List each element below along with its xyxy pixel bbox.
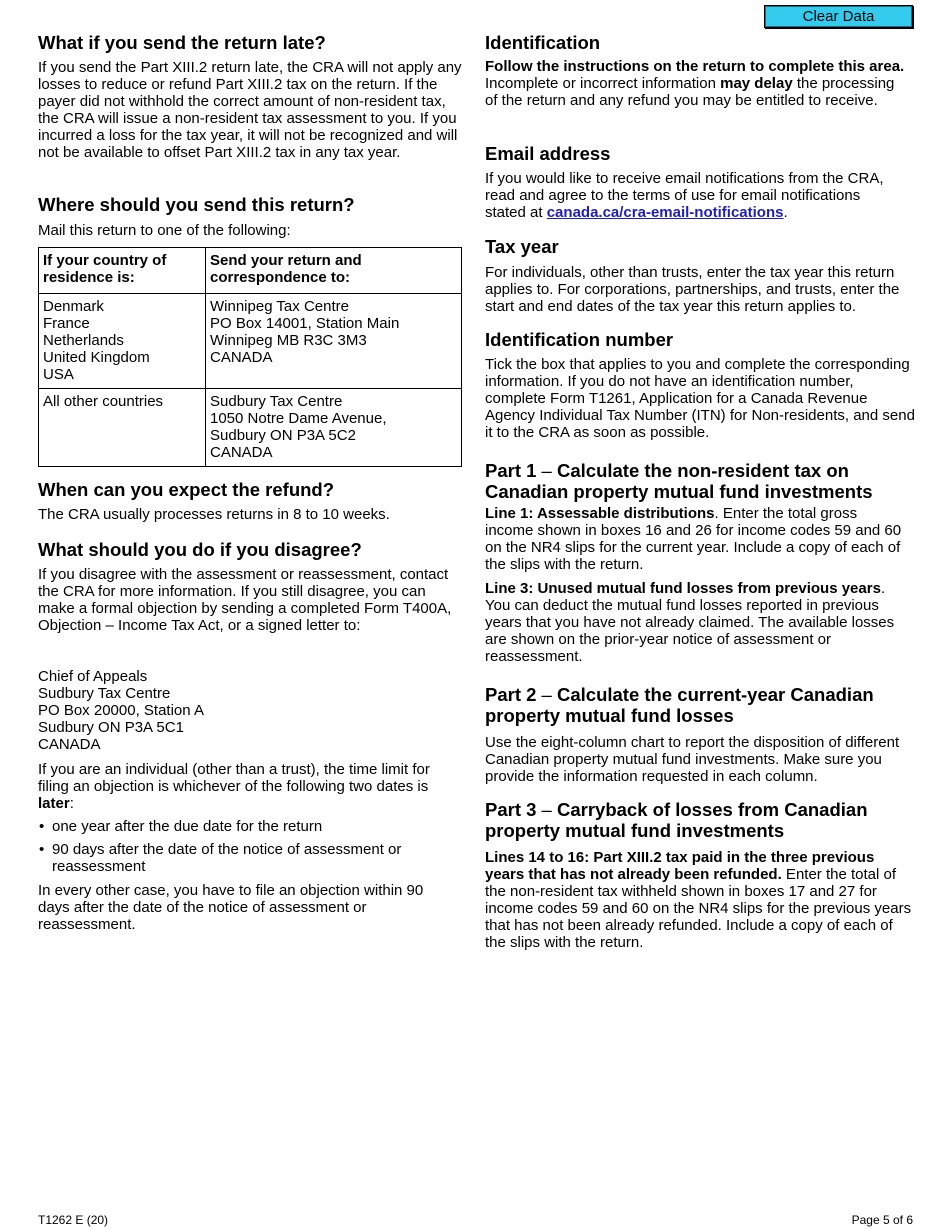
country-line: USA: [43, 366, 74, 383]
part2-label: Part 2: [485, 684, 537, 705]
country-line: Denmark: [43, 298, 104, 315]
address-line: CANADA: [38, 736, 101, 753]
page-number: Page 5 of 6: [851, 1213, 913, 1227]
address-line: Chief of Appeals: [38, 668, 148, 685]
line1-text: [485, 505, 905, 573]
part2-heading: [485, 684, 905, 726]
address-cell: [206, 389, 462, 467]
country-line: United Kingdom: [43, 349, 150, 366]
table-row: [39, 389, 462, 467]
refund-text: The CRA usually processes returns in 8 to 10 weeks.: [38, 506, 390, 523]
part3-text: [485, 849, 915, 951]
line3-text: [485, 580, 905, 665]
countries-cell: [39, 294, 206, 389]
part1-heading: [485, 460, 905, 502]
list-item: • one year after the due date for the return: [38, 818, 462, 835]
email-text: [485, 170, 905, 221]
email-notifications-link[interactable]: canada.ca/cra-email-notifications: [546, 204, 784, 221]
late-return-text: If you send the Part XIII.2 return late, the CRA will not apply any losses to reduce or refund Part XIII.2 tax on the return. If the payer did not withhold the correct amount of non-resident tax, the CRA will issue a non-resident tax assessment to you. If you incurred a loss for the tax year, it will not be recognized and will not be available to offset Part XIII.2 tax in any tax year.: [38, 59, 462, 161]
tax-year-text: For individuals, other than trusts, enter the tax year this return applies to. For corporations, partnerships, and trusts, enter the start and end dates of the tax year this return applies to.: [485, 264, 900, 315]
address-line: Sudbury ON P3A 5C1: [38, 719, 184, 736]
countries-cell: [39, 389, 206, 467]
identification-text: [485, 58, 905, 109]
address-line: Winnipeg Tax Centre: [210, 298, 349, 315]
line1-label: Line 1: Assessable distributions: [485, 505, 715, 522]
identification-instruction: Follow the instructions on the return to complete this area.: [485, 58, 905, 75]
line3-label: Line 3: Unused mutual fund losses from previous years: [485, 580, 881, 597]
part3-title: Carryback of losses from Canadian property mutual fund investments: [485, 799, 868, 841]
country-column-header: If your country of residence is:: [39, 248, 206, 294]
lines14-16-label: Lines 14 to 16: Part XIII.2 tax paid in the three previous years that has not already been refunded.: [485, 849, 875, 883]
time-limit-text-a: If you are an individual (other than a trust), the time limit for filing an objection is whichever of the following two dates is: [38, 761, 430, 795]
address-line: Sudbury Tax Centre: [210, 393, 343, 410]
part2-title: Calculate the current-year Canadian property mutual fund losses: [485, 684, 874, 726]
email-text-a: If you would like to receive email notifications from the CRA, read and agree to the terms of use for email notifications stated at: [485, 170, 884, 221]
part3-body: Enter the total of the non-resident tax withheld shown in boxes 17 and 27 for income codes 59 and 60 on the NR4 slips for the previous years that has not been already refunded. Include a copy of each of the slips with the return.: [485, 866, 912, 951]
address-line: Sudbury ON P3A 5C2: [210, 427, 356, 444]
form-id: T1262 E (20): [38, 1213, 109, 1227]
address-line: PO Box 14001, Station Main: [210, 315, 400, 332]
address-line: CANADA: [210, 444, 273, 461]
identification-number-heading: Identification number: [485, 329, 674, 350]
address-line: CANADA: [210, 349, 273, 366]
identification-text-b: the processing of the return and any refund you may be entitled to receive.: [485, 75, 895, 109]
address-line: Winnipeg MB R3C 3M3: [210, 332, 367, 349]
time-limit-later: later: [38, 795, 70, 812]
time-limit-colon: :: [69, 795, 74, 812]
appeals-address: [38, 668, 204, 753]
time-limit-text: [38, 761, 462, 812]
identification-number-text: Tick the box that applies to you and complete the corresponding information. If you do not have an identification number, complete Form T1261, Application for a Canada Revenue Agency Individual Tax Number (ITN) for Non-residents, and send it to the CRA as soon as possible.: [485, 356, 915, 441]
part2-dash: –: [536, 684, 557, 705]
line3-body: . You can deduct the mutual fund losses reported in previous years that you have not already claimed. The available losses are shown on the prior-year notice of assessment or reassessment.: [485, 580, 895, 665]
address-line: PO Box 20000, Station A: [38, 702, 204, 719]
email-heading: Email address: [485, 143, 611, 164]
country-line: France: [43, 315, 90, 332]
refund-heading: When can you expect the refund?: [38, 479, 335, 500]
identification-may-delay: may delay: [720, 75, 793, 92]
identification-heading: Identification: [485, 32, 601, 53]
disagree-text: If you disagree with the assessment or reassessment, contact the CRA for more information. If you still disagree, you can make a formal objection by sending a completed Form T400A, Objection – Income Tax Act, or a signed letter to:: [38, 566, 452, 634]
email-text-end: .: [783, 204, 788, 221]
country-line: Netherlands: [43, 332, 124, 349]
objection-date-list: [38, 818, 462, 875]
address-line: 1050 Notre Dame Avenue,: [210, 410, 387, 427]
line1-body: . Enter the total gross income shown in boxes 16 and 26 for income codes 59 and 60 on the NR4 slips for the current year. Include a copy of each of the slips with the return.: [485, 505, 902, 573]
list-item: • 90 days after the date of the notice of assessment or reassessment: [38, 841, 462, 875]
table-header-row: [39, 248, 462, 294]
late-return-heading: What if you send the return late?: [38, 32, 326, 53]
part2-text: Use the eight-column chart to report the disposition of different Canadian property mutual fund investments. Make sure you provide the information requested in each column.: [485, 734, 900, 785]
part1-dash: –: [536, 460, 557, 481]
disagree-heading: What should you do if you disagree?: [38, 539, 362, 560]
table-row: [39, 294, 462, 389]
clear-data-button[interactable]: Clear Data: [764, 5, 913, 28]
mailing-address-table: [38, 247, 462, 467]
part1-title: Calculate the non-resident tax on Canadian property mutual fund investments: [485, 460, 873, 502]
part1-label: Part 1: [485, 460, 537, 481]
other-case-text: In every other case, you have to file an objection within 90 days after the date of the notice of assessment or reassessment.: [38, 882, 424, 933]
part3-dash: –: [536, 799, 557, 820]
tax-year-heading: Tax year: [485, 236, 559, 257]
send-return-heading: Where should you send this return?: [38, 194, 355, 215]
identification-text-a: Incomplete or incorrect information: [485, 75, 721, 92]
country-line: All other countries: [43, 393, 164, 410]
part3-label: Part 3: [485, 799, 537, 820]
send-return-intro: Mail this return to one of the following:: [38, 222, 291, 239]
address-column-header: Send your return and correspondence to:: [206, 248, 462, 294]
part3-heading: [485, 799, 905, 841]
address-cell: [206, 294, 462, 389]
address-line: Sudbury Tax Centre: [38, 685, 171, 702]
